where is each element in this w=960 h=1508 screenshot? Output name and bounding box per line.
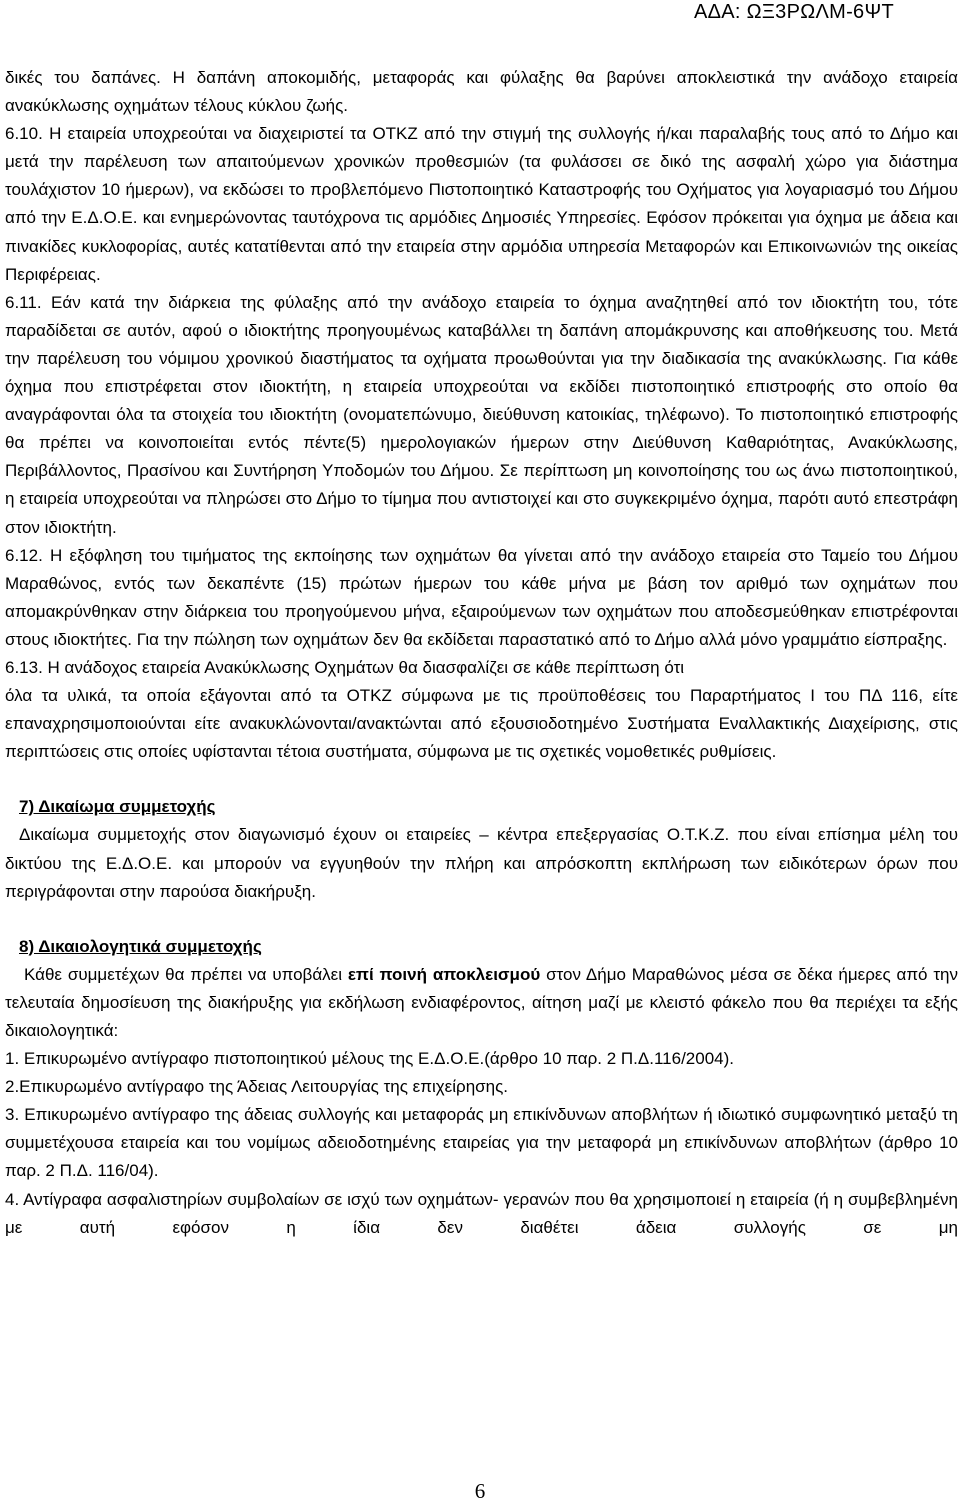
paragraph-6-13-body: όλα τα υλικά, τα οποία εξάγονται από τα ΟΤΚΖ σύμφωνα με τις προϋποθέσεις του Παραρτήματος Ι του ΠΔ 116, είτε επαναχρησιμοποιούνται είτε ανακυκλώνονται/ανακτώνται από εξουσιοδοτημένο Συστήματα Εναλλακτικής Διαχείρισης, στις περιπτώσεις στις οποίες υφίστανται τέτοια συστήματα, σύμφωνα με τις σχετικές νομοθετικές ρυθμίσεις. [5,686,958,762]
paragraph-6-12: 6.12. Η εξόφληση του τιμήματος της εκποίησης των οχημάτων θα γίνεται από την ανάδοχο εταιρεία στο Ταμείο του Δήμου Μαραθώνος, εντός των δεκαπέντε (15) πρώτων ήμερων του κάθε μήνα με βάση τον αριθμό των οχημάτων που απομακρύνθηκαν στην διάρκεια του προηγούμενου μήνα, εξαιρούμενων των οχημάτων που αποδεσμεύθηκαν επιστρέφονται στους ιδιοκτήτες. Για την πώληση των οχημάτων δεν θα εκδίδεται παραστατικό από το Δήμο αλλά μόνο γραμμάτιο είσπραξης. [5,545,958,649]
section-7-body: Δικαίωμα συμμετοχής στον διαγωνισμό έχουν οι εταιρείες – κέντρα επεξεργασίας Ο.Τ.Κ.Ζ. που είναι επίσημα μέλη του δικτύου της Ε.Δ.Ο.Ε. και μπορούν να εγγυηθούν την πλήρη και απρόσκοπτη εκπλήρωση των ειδικότερων όρων που περιγράφονται στην παρούσα διακήρυξη. [5,825,958,901]
section-7-title: 7) Δικαίωμα συμμετοχής [19,797,216,817]
section-spacer [5,906,958,933]
document-body [5,64,958,1242]
page-number: 6 [474,1479,486,1503]
requirement-item-1: 1. Επικυρωμένο αντίγραφο πιστοποιητικού μέλους της Ε.Δ.Ο.Ε.(άρθρο 10 παρ. 2 Π.Δ.116/2004). [5,1049,735,1069]
section-8-intro [5,961,958,1045]
exclusion-penalty-emphasis: επί ποινή αποκλεισμού [347,964,541,984]
section-8-title: 8) Δικαιολογητικά συμμετοχής [19,936,262,956]
paragraph-cost-continuation: δικές του δαπάνες. Η δαπάνη αποκομιδής, μεταφοράς και φύλαξης θα βαρύνει αποκλειστικά την ανάδοχο εταιρεία ανακύκλωσης οχημάτων τέλους κύκλου ζωής. [5,68,958,116]
paragraph-6-10: 6.10. Η εταιρεία υποχρεούται να διαχειριστεί τα ΟΤΚΖ από την στιγμή της συλλογής ή/και παραλαβής τους από το Δήμο και μετά την παρέλευση των απαιτούμενων χρονικών προθεσμιών (τα φυλάσσει σε δικό της ασφαλή χώρο για διάστημα τουλάχιστον 10 ήμερων), να εκδώσει το προβλεπόμενο Πιστοποιητικό Καταστροφής του Οχήματος για λογαριασμό του Δήμου από την Ε.Δ.Ο.Ε. και ενημερώνοντας ταυτόχρονα τις αρμόδιες Δημοσιές Υπηρεσίες. Εφόσον πρόκειται για όχημα με άδεια και πινακίδες κυκλοφορίας, αυτές κατατίθενται από την εταιρεία στην αρμόδια υπηρεσία Μεταφορών και Επικοινωνιών της οικείας Περιφέρειας. [5,124,958,284]
ada-code-header: ΑΔΑ: ΩΞ3ΡΩΛΜ-6ΨΤ [693,1,894,23]
section-8-intro-text-rest: στον Δήμο Μαραθώνος μέσα σε δέκα ήμερες από την τελευταία δημοσίευση της διακήρυξης για εκδήλωση ενδιαφέροντος, αίτηση μαζί με κλειστό φάκελο που θα περιέχει τα εξής δικαιολογητικά: [5,964,959,1040]
requirement-item-2: 2.Επικυρωμένο αντίγραφο της Άδειας Λειτουργίας της επιχείρησης. [5,1077,509,1097]
requirement-item-4: 4. Αντίγραφα ασφαλιστηρίων συμβολαίων σε ισχύ των οχημάτων- γερανών που θα χρησιμοποιεί η εταιρεία (ή η συμβεβλημένη με αυτή εφόσον η ίδια δεν διαθέτει άδεια συλλογής σε μη [5,1189,958,1237]
section-8-intro-text: Κάθε συμμετέχων θα πρέπει να υποβάλει [24,964,348,984]
paragraph-6-13-first-line: 6.13. Η ανάδοχος εταιρεία Ανακύκλωσης Οχημάτων θα διασφαλίζει σε κάθε περίπτωση ότι [5,657,685,677]
requirement-item-3: 3. Επικυρωμένο αντίγραφο της άδειας συλλογής και μεταφοράς μη επικίνδυνων αποβλήτων ή ιδιωτικό συμφωνητικό μεταξύ τη συμμετέχουσα εταιρεία και του νομίμως αδειοδοτημένης εταιρείας για την μεταφορά μη επικίνδυνων αποβλήτων (άρθρο 10 παρ. 2 Π.Δ. 116/04). [5,1105,958,1181]
section-spacer [5,766,958,793]
paragraph-6-11: 6.11. Εάν κατά την διάρκεια της φύλαξης από την ανάδοχο εταιρεία το όχημα αναζητηθεί από τον ιδιοκτήτη του, τότε παραδίδεται σε αυτόν, αφού ο ιδιοκτήτης προηγουμένως καταβάλλει τη δαπάνη απομάκρυνσης και αποθήκευσης του. Μετά την παρέλευση του νόμιμου χρονικού διαστήματος τα οχήματα προωθούνται για την διαδικασία της ανακύκλωσης. Για κάθε όχημα που επιστρέφεται στον ιδιοκτήτη, η εταιρεία υποχρεούται να εκδίδει πιστοποιητικό επιστροφής στο οποίο θα αναγράφονται όλα τα στοιχεία του ιδιοκτήτη (ονοματεπώνυμο, διεύθυνση κατοικίας, τηλέφωνο). Το πιστοποιητικό επιστροφής θα πρέπει να κοινοποιείται εντός πέντε(5) ημερολογιακών ήμερων στην Διεύθυνση Καθαριότητας, Ανακύκλωσης, Περιβάλλοντος, Πρασίνου και Συντήρηση Υποδομών του Δήμου. Σε περίπτωση μη κοινοποίησης του ως άνω πιστοποιητικού, η εταιρεία υποχρεούται να πληρώσει στο Δήμο το τίμημα που αντιστοιχεί και στο συγκεκριμένο όχημα, παρότι αυτό επεστράφη στον ιδιοκτήτη. [5,292,958,537]
